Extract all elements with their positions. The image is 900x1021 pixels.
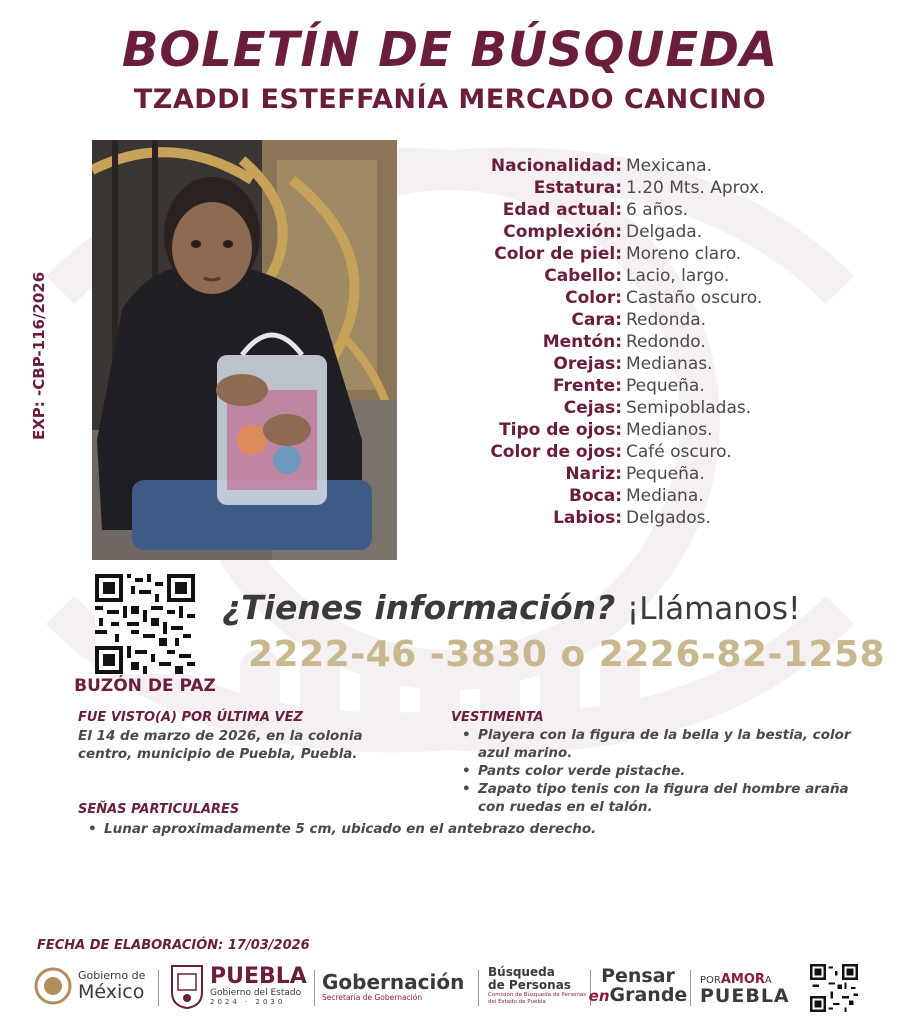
logo-divider	[314, 970, 315, 1006]
physical-traits-list	[400, 155, 880, 529]
gobierno-mexico-logo	[34, 958, 154, 1014]
trait-row	[400, 265, 880, 287]
busqueda-line-2: de Personas	[488, 978, 571, 992]
trait-label: Estatura:	[533, 178, 622, 198]
last-seen-line-1: El 14 de marzo de 2026, en la colonia	[78, 728, 363, 744]
clothing-item: • Playera con la figura de la bella y la bestia, color azul marino.	[462, 726, 862, 762]
trait-label: Color:	[565, 288, 622, 308]
trait-row	[400, 419, 880, 441]
trait-value: Pequeña.	[626, 376, 705, 396]
clothing-item: • Pants color verde pistache.	[462, 762, 862, 780]
trait-value: Medianos.	[626, 420, 713, 440]
trait-row	[400, 177, 880, 199]
bulletin-title: BOLETÍN DE BÚSQUEDA	[121, 22, 779, 78]
puebla-logo	[170, 958, 310, 1014]
trait-value: Pequeña.	[626, 464, 705, 484]
logo-divider	[690, 970, 691, 1006]
trait-label: Edad actual:	[502, 200, 622, 220]
trait-label: Complexión:	[503, 222, 622, 242]
trait-label: Cara:	[571, 310, 622, 330]
mark-item: • Lunar aproximadamente 5 cm, ubicado en el antebrazo derecho.	[88, 820, 788, 838]
puebla-sub: Gobierno del Estado	[210, 988, 302, 998]
trait-value: 1.20 Mts. Aprox.	[626, 178, 765, 198]
trait-label: Cabello:	[544, 266, 622, 286]
logo-divider	[478, 970, 479, 1006]
pam-por: POR	[700, 974, 721, 986]
clothing-item: • Zapato tipo tenis con la figura del hombre araña con ruedas en el talón.	[462, 780, 862, 816]
trait-label: Boca:	[569, 486, 622, 506]
trait-value: Medianas.	[626, 354, 713, 374]
pensar-grande: Grande	[609, 983, 688, 1006]
marks-heading: SEÑAS PARTICULARES	[78, 802, 240, 817]
trait-row	[400, 375, 880, 397]
trait-label: Labios:	[553, 508, 622, 528]
puebla-years: 2024 · 2030	[210, 998, 286, 1006]
puebla-shield-icon	[170, 962, 204, 1010]
trait-row	[400, 287, 880, 309]
trait-value: Lacio, largo.	[626, 266, 730, 286]
buzon-qr-code[interactable]	[95, 574, 195, 674]
trait-value: Moreno claro.	[626, 244, 742, 264]
trait-value: Mexicana.	[626, 156, 712, 176]
trait-value: Redondo.	[626, 332, 706, 352]
trait-label: Tipo de ojos:	[499, 420, 622, 440]
last-seen-line-2: centro, municipio de Puebla, Puebla.	[78, 746, 358, 762]
busqueda-sub-1: Comisión de Búsqueda de Personas	[488, 992, 587, 998]
busqueda-personas-logo	[488, 958, 588, 1014]
info-question	[222, 588, 801, 627]
busqueda-line-1: Búsqueda	[488, 965, 555, 979]
trait-value: Castaño oscuro.	[626, 288, 763, 308]
missing-person-name: TZADDI ESTEFFANÍA MERCADO CANCINO	[133, 84, 767, 115]
trait-value: Delgados.	[626, 508, 711, 528]
gobernacion-logo	[322, 958, 472, 1014]
clothing-heading: VESTIMENTA	[451, 710, 544, 725]
trait-row	[400, 463, 880, 485]
trait-label: Nacionalidad:	[490, 156, 622, 176]
trait-value: Semipobladas.	[626, 398, 752, 418]
pensar-en: en	[588, 986, 610, 1005]
trait-label: Color de ojos:	[490, 442, 622, 462]
gm-big: México	[78, 981, 145, 1003]
trait-row	[400, 485, 880, 507]
gobernacion-word: Gobernación	[322, 969, 465, 994]
trait-row	[400, 397, 880, 419]
trait-value: 6 años.	[626, 200, 689, 220]
pam-amor: AMOR	[720, 971, 765, 987]
trait-row	[400, 309, 880, 331]
pam-puebla: PUEBLA	[700, 984, 790, 1007]
trait-row	[400, 507, 880, 529]
trait-row	[400, 331, 880, 353]
trait-value: Redonda.	[626, 310, 707, 330]
info-question-text: ¿Tienes información?	[222, 588, 616, 627]
clothing-list	[462, 726, 862, 816]
buzon-de-paz-label: BUZÓN DE PAZ	[74, 676, 216, 696]
busqueda-sub-2: del Estado de Puebla	[488, 999, 546, 1005]
case-number: EXP: -CBP-116/2026	[30, 271, 48, 440]
last-seen-heading: FUE VISTO(A) POR ÚLTIMA VEZ	[78, 710, 303, 725]
trait-row	[400, 221, 880, 243]
gobernacion-sub: Secretaría de Gobernación	[322, 992, 423, 1002]
phone-numbers[interactable]: 2222-46 -3830 o 2226-82-1258	[248, 634, 886, 675]
footer-logos	[0, 958, 900, 1018]
trait-label: Cejas:	[563, 398, 622, 418]
trait-row	[400, 155, 880, 177]
trait-label: Mentón:	[542, 332, 622, 352]
trait-value: Café oscuro.	[626, 442, 732, 462]
trait-label: Orejas:	[553, 354, 622, 374]
mexico-seal-icon	[34, 967, 72, 1005]
missing-person-photo	[92, 140, 397, 560]
footer-qr-code[interactable]	[810, 964, 858, 1012]
trait-value: Delgada.	[626, 222, 703, 242]
call-us-text: ¡Llámanos!	[626, 591, 801, 627]
gm-small: Gobierno de	[78, 969, 146, 982]
photo-illustration	[92, 140, 397, 560]
logo-divider	[158, 970, 159, 1006]
elaboration-date: FECHA DE ELABORACIÓN: 17/03/2026	[37, 938, 310, 953]
trait-row	[400, 199, 880, 221]
trait-label: Color de piel:	[494, 244, 622, 264]
pensar-word: Pensar	[601, 964, 675, 987]
por-amor-a-puebla-logo	[700, 958, 790, 1014]
puebla-word: PUEBLA	[210, 964, 307, 989]
trait-row	[400, 441, 880, 463]
trait-row	[400, 353, 880, 375]
marks-list	[88, 820, 788, 838]
trait-row	[400, 243, 880, 265]
trait-value: Mediana.	[626, 486, 704, 506]
pensar-en-grande-logo	[588, 958, 688, 1014]
trait-label: Nariz:	[565, 464, 622, 484]
pam-a: A	[764, 974, 772, 986]
trait-label: Frente:	[553, 376, 622, 396]
